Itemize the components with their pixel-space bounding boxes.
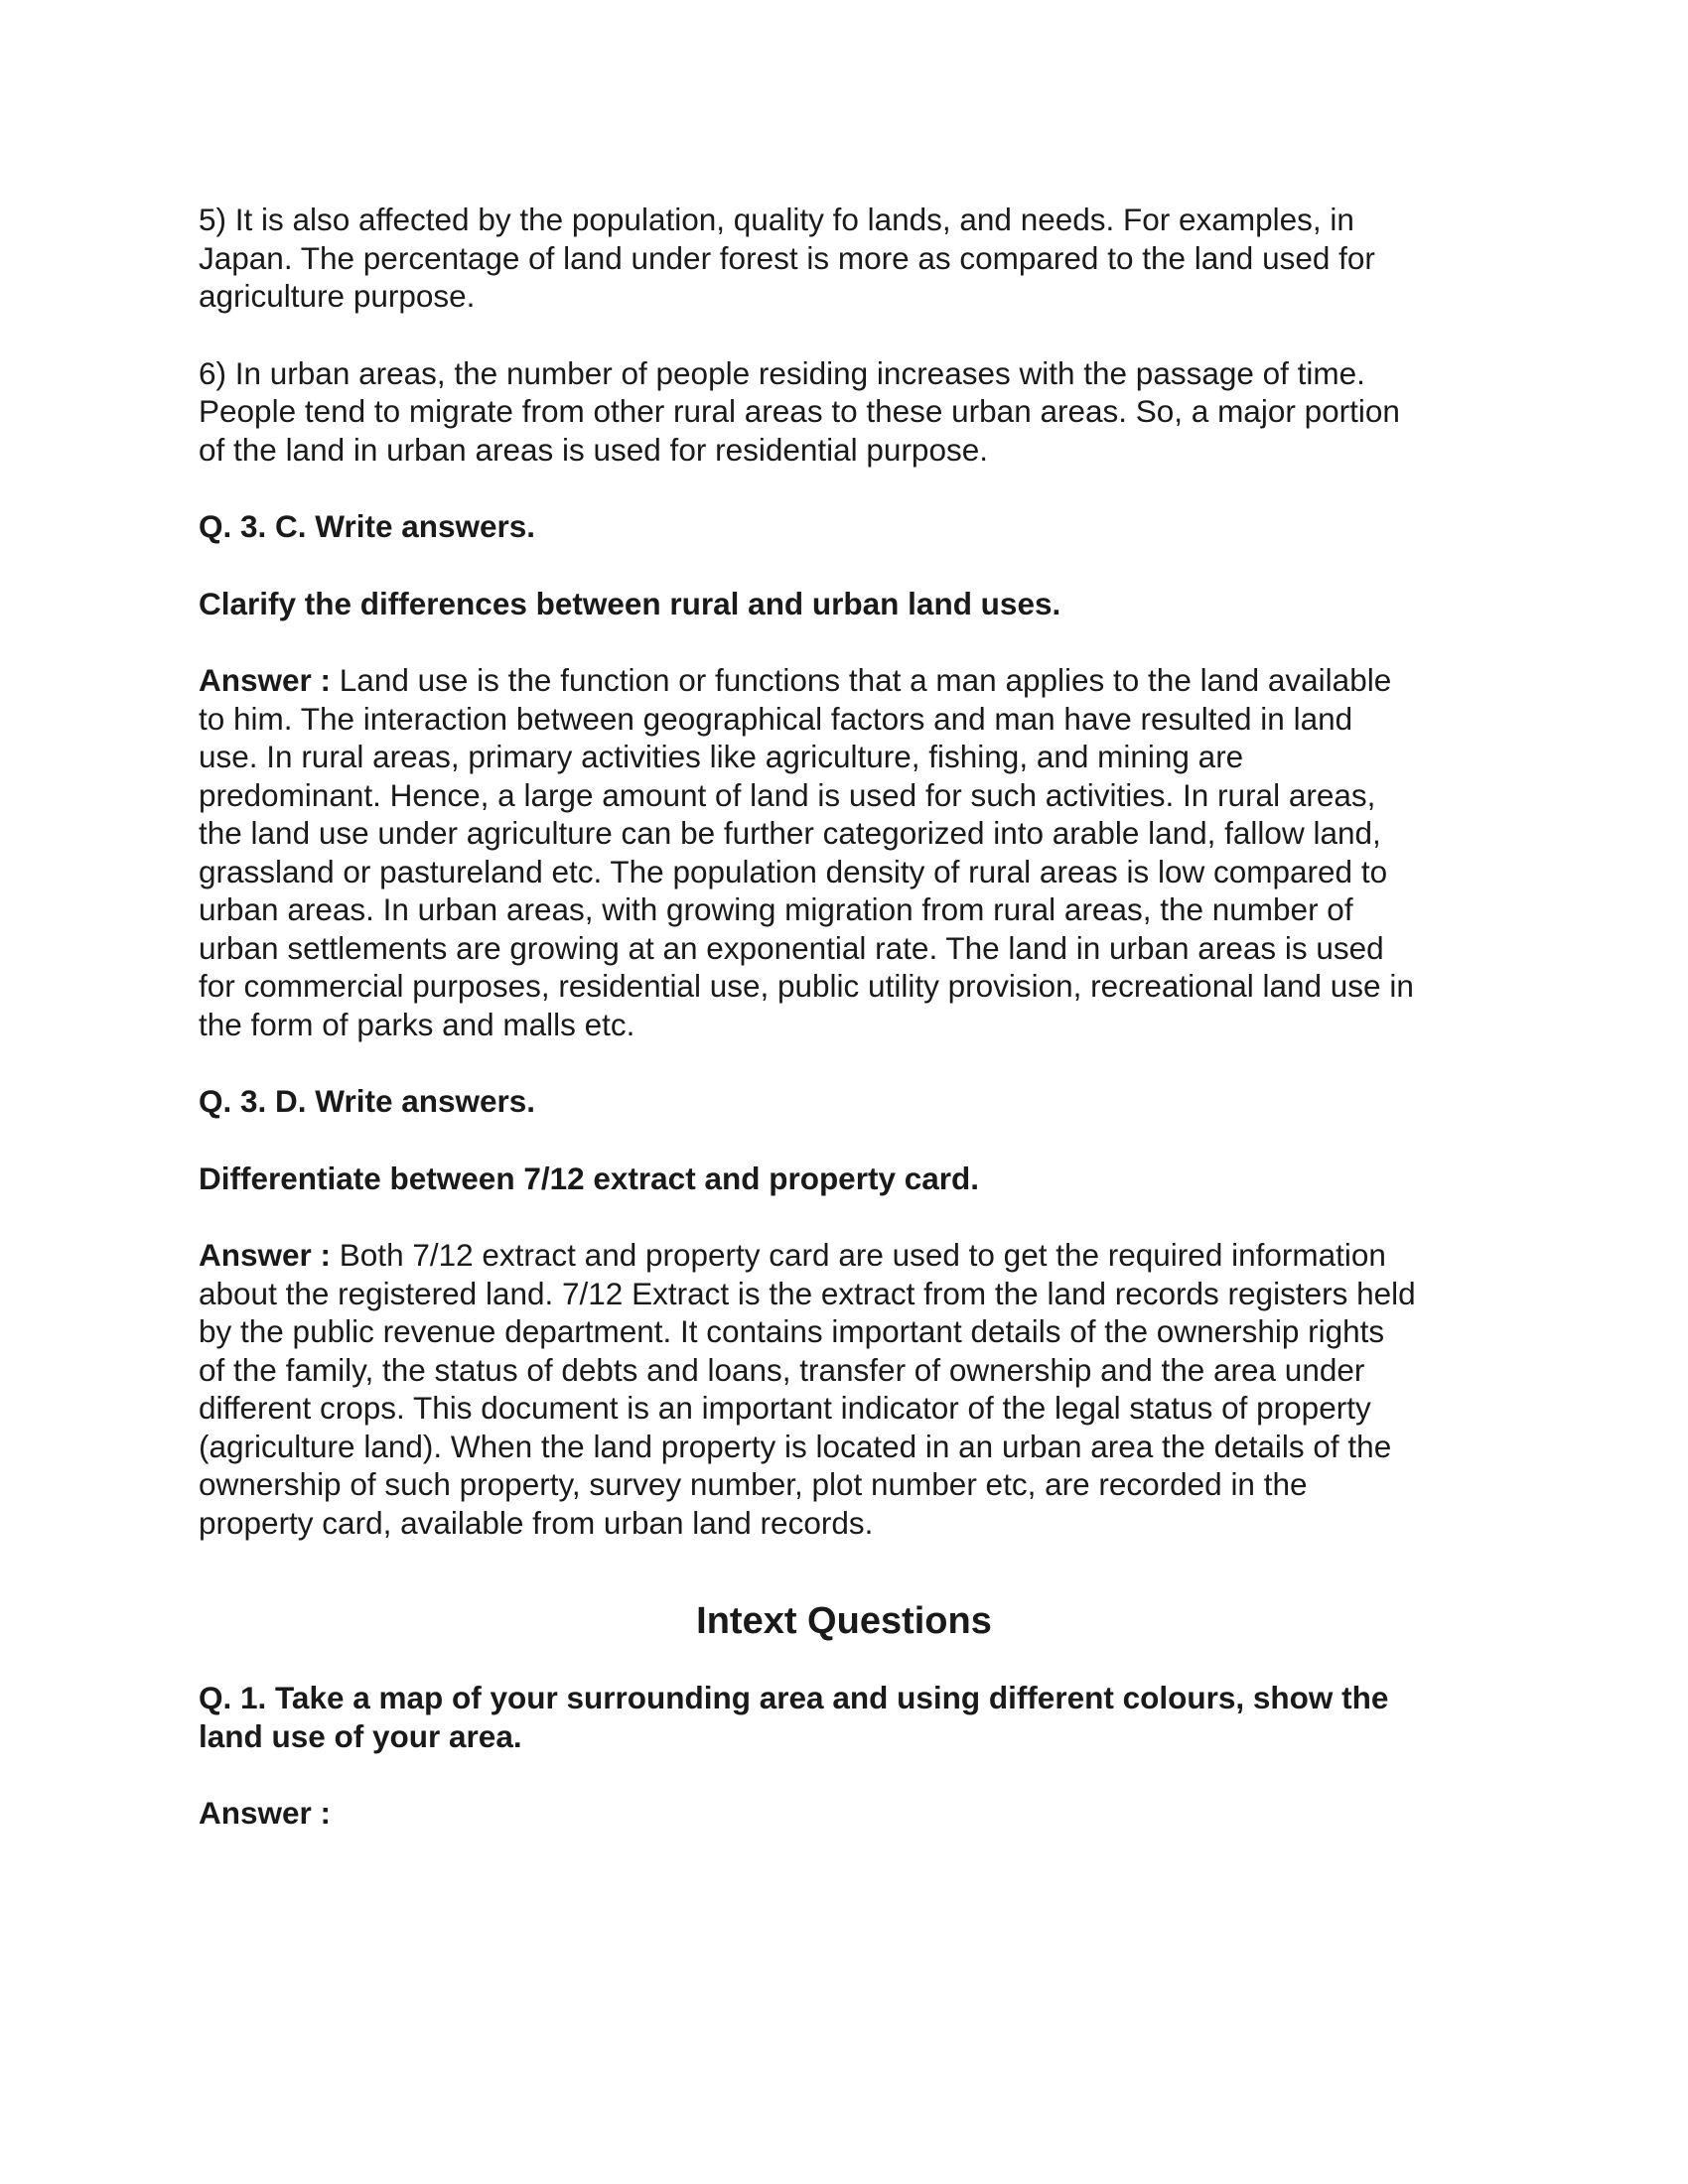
intext-q1-answer-label: Answer :	[199, 1795, 332, 1831]
q3c-question: Clarify the differences between rural and urban land uses.	[199, 585, 1061, 621]
intext-q1: Q. 1. Take a map of your surrounding area and using different colours, show the land use of your area.	[199, 1680, 1389, 1754]
q3d-answer	[199, 1236, 1489, 1542]
paragraph-point-5: 5) It is also affected by the population, quality fo lands, and needs. For examples, in Japan. The percentage of land under forest is more as compared to the land used for agriculture purpose.	[199, 202, 1375, 314]
q3c-answer-text: Land use is the function or functions that a man applies to the land available to him. The interaction between geographical factors and man have resulted in land use. In rural areas, primary activities like agriculture, fishing, and mining are predominant. Hence, a large amount of land is used for such activities. In rural areas, the land use under agriculture can be further categorized into arable land, fallow land, grassland or pastureland etc. The population density of rural areas is low compared to urban areas. In urban areas, with growing migration from rural areas, the number of urban settlements are growing at an exponential rate. The land in urban areas is used for commercial purposes, residential use, public utility provision, recreational land use in the form of parks and malls etc.	[199, 662, 1414, 1042]
q3c-heading: Q. 3. C. Write answers.	[199, 508, 536, 544]
q3d-heading: Q. 3. D. Write answers.	[199, 1083, 536, 1119]
q3d-question: Differentiate between 7/12 extract and property card.	[199, 1160, 980, 1196]
intext-questions-title: Intext Questions	[696, 1600, 992, 1642]
paragraph-point-6: 6) In urban areas, the number of people residing increases with the passage of time. People tend to migrate from other rural areas to these urban areas. So, a major portion of the land in urban areas is used for residential purpose.	[199, 354, 1400, 468]
q3d-answer-label: Answer :	[199, 1237, 332, 1273]
q3c-answer	[199, 661, 1489, 1043]
q3c-answer-label: Answer :	[199, 662, 332, 698]
document-page	[199, 201, 1489, 1871]
q3d-answer-text: Both 7/12 extract and property card are used to get the required information about the registered land. 7/12 Extract is the extract from the land records registers held by the public revenue department. It contains important details of the ownership rights of the family, the status of debts and loans, transfer of ownership and the area under different crops. This document is an important indicator of the legal status of property (agriculture land). When the land property is located in an urban area the details of the ownership of such property, survey number, plot number etc, are recorded in the property card, available from urban land records.	[199, 1237, 1416, 1541]
